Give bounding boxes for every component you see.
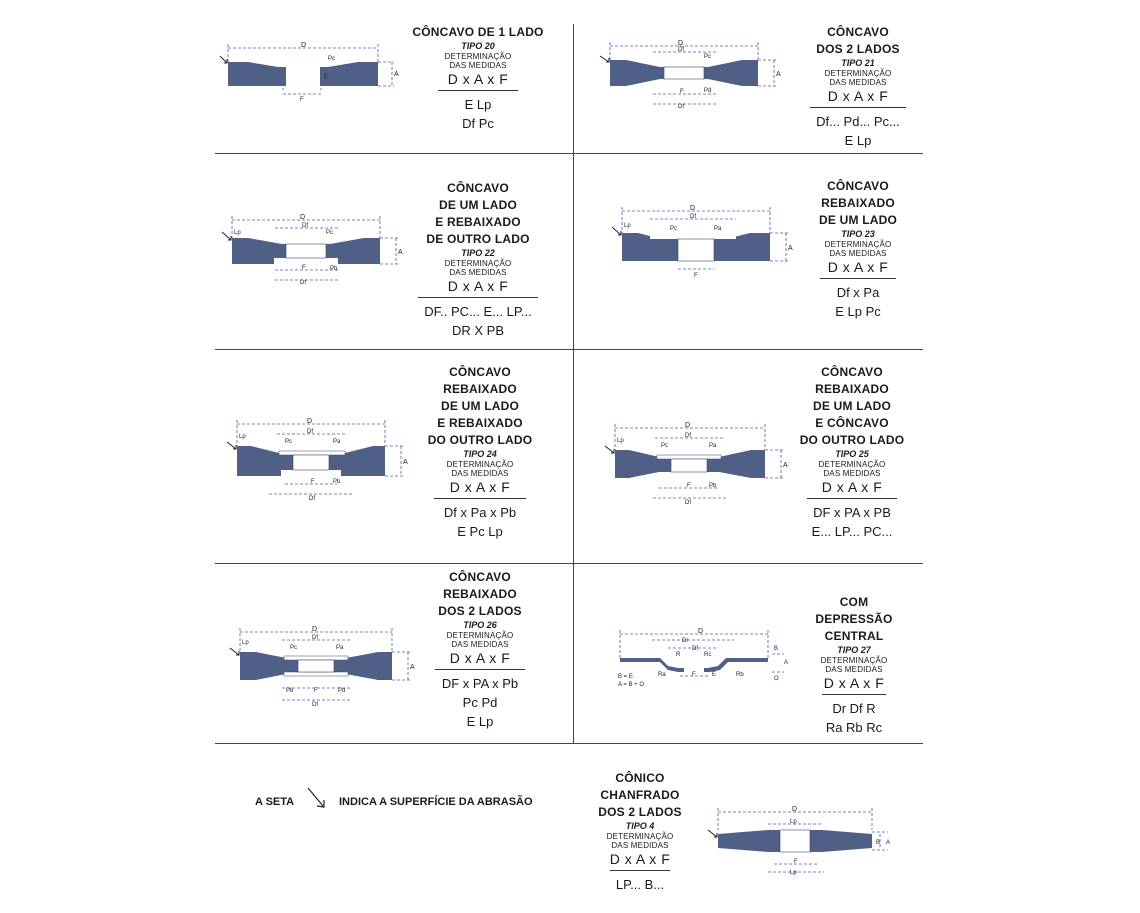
svg-text:F: F	[694, 273, 698, 279]
svg-text:Pc: Pc	[326, 230, 334, 236]
svg-text:Pb: Pb	[333, 479, 341, 485]
svg-text:Df: Df	[690, 214, 696, 220]
tipo-26-title: CÔNCAVO REBAIXADO DOS 2 LADOS	[438, 570, 522, 618]
row-divider-4	[215, 743, 923, 744]
dim-label-pc: Pc	[328, 56, 336, 62]
svg-text:D: D	[300, 214, 306, 221]
legend-before: A SETA	[255, 796, 295, 808]
svg-text:Lp: Lp	[617, 438, 624, 444]
svg-text:Df: Df	[307, 429, 313, 435]
tipo-24-text: CÔNCAVO REBAIXADO DE UM LADO E REBAIXADO DO OUTRO LADO TIPO 24 DETERMINAÇÃO DAS MEDIDAS D x A x F Df x Pa x Pb E Pc Lp	[420, 364, 540, 541]
abrasion-arrow-icon	[306, 786, 328, 812]
svg-text:D: D	[698, 628, 704, 635]
svg-text:Df: Df	[300, 280, 306, 286]
svg-text:Pa: Pa	[709, 443, 717, 449]
svg-text:Pa: Pa	[336, 645, 344, 651]
tipo-20-label: TIPO 20	[461, 41, 495, 51]
svg-text:F: F	[692, 672, 696, 678]
tipo-23-formula: D x A x F	[827, 259, 889, 275]
svg-text:B: B	[876, 840, 881, 846]
svg-text:F: F	[680, 89, 684, 95]
tipo-21-formula: D x A x F	[827, 88, 889, 104]
svg-text:Pb: Pb	[286, 688, 294, 694]
svg-text:Df: Df	[685, 500, 691, 506]
svg-text:Lp: Lp	[234, 230, 241, 236]
svg-text:A: A	[410, 664, 415, 671]
svg-text:Df: Df	[312, 635, 318, 641]
tipo-4-text: CÔNICO CHANFRADO DOS 2 LADOS TIPO 4 DETERMINAÇÃO DAS MEDIDAS D x A x F LP... B...	[590, 770, 690, 894]
tipo-20-formula: D x A x F	[447, 71, 509, 87]
svg-text:A: A	[886, 840, 891, 846]
svg-text:D: D	[678, 40, 684, 47]
tipo-20-extra-1: E Lp	[464, 97, 492, 112]
svg-text:D: D	[792, 806, 798, 813]
svg-text:Df: Df	[678, 47, 684, 53]
svg-text:Df: Df	[678, 104, 684, 110]
row-divider-2	[215, 349, 923, 350]
svg-text:Pd: Pd	[338, 688, 346, 694]
tipo-25-text: CÔNCAVO REBAIXADO DE UM LADO E CÔNCAVO DO OUTRO LADO TIPO 25 DETERMINAÇÃO DAS MEDIDAS D x A x F DF x PA x PB E... LP... PC...	[788, 364, 916, 541]
tipo-20-text	[400, 24, 556, 133]
svg-text:F: F	[302, 265, 306, 271]
svg-text:B: B	[774, 646, 779, 652]
svg-text:Lp: Lp	[790, 870, 797, 876]
svg-text:D: D	[690, 205, 696, 212]
svg-text:Df: Df	[302, 223, 308, 229]
svg-text:Pb: Pb	[709, 483, 717, 489]
row-divider-1	[215, 153, 923, 154]
dim-label-f: F	[300, 97, 304, 103]
svg-text:Df: Df	[309, 496, 315, 502]
svg-text:D: D	[307, 418, 313, 425]
tipo-20-extra-2: Df Pc	[462, 116, 494, 131]
tipo-20-determinacao: DETERMINAÇÃO DAS MEDIDAS	[444, 52, 512, 70]
svg-text:D: D	[685, 422, 691, 429]
svg-text:Pc: Pc	[290, 645, 298, 651]
tipo-24-formula: D x A x F	[449, 479, 511, 495]
tipo-21-title: CÔNCAVO DOS 2 LADOS	[816, 25, 900, 56]
dim-label-d: D	[301, 42, 307, 49]
svg-text:Lp: Lp	[790, 819, 797, 825]
svg-text:Pc: Pc	[661, 443, 669, 449]
tipo-4-formula: D x A x F	[609, 851, 671, 867]
tipo-25-formula: D x A x F	[821, 479, 883, 495]
svg-text:Lp: Lp	[239, 434, 246, 440]
note-a-equals-b-plus-o: A = B + O	[618, 682, 645, 688]
svg-text:D: D	[312, 626, 318, 633]
svg-text:A: A	[788, 245, 793, 252]
svg-text:Dr: Dr	[682, 638, 689, 644]
row-divider-3	[215, 563, 923, 564]
svg-text:Pc: Pc	[704, 54, 712, 60]
tipo-27-formula: D x A x F	[823, 675, 885, 691]
svg-text:F: F	[311, 479, 315, 485]
tipo-22-title: CÔNCAVO DE UM LADO E REBAIXADO DE OUTRO LADO	[426, 181, 530, 246]
svg-text:F: F	[794, 859, 798, 865]
tipo-20-diagram	[218, 38, 403, 110]
svg-text:A: A	[784, 660, 789, 666]
legend-after: INDICA A SUPERFÍCIE DA ABRASÃO	[339, 796, 533, 808]
tipo-23-text: CÔNCAVO REBAIXADO DE UM LADO TIPO 23 DETERMINAÇÃO DAS MEDIDAS D x A x F Df x Pa E Lp Pc	[788, 178, 928, 321]
note-b-equals-e: B = E	[618, 674, 633, 680]
svg-text:Pc: Pc	[670, 226, 678, 232]
svg-text:Lp: Lp	[242, 640, 249, 646]
tipo-23-title: CÔNCAVO REBAIXADO DE UM LADO	[819, 179, 897, 227]
tipo-24-diagram	[225, 416, 415, 502]
tipo-26-formula: D x A x F	[449, 650, 511, 666]
tipo-27-text: COM DEPRESSÃO CENTRAL TIPO 27 DETERMINAÇÃO DAS MEDIDAS D x A x F Dr Df R Ra Rb Rc	[798, 594, 910, 737]
svg-text:Rc: Rc	[704, 652, 712, 658]
tipo-26-text: CÔNCAVO REBAIXADO DOS 2 LADOS TIPO 26 DETERMINAÇÃO DAS MEDIDAS D x A x F DF x PA x Pb Pc Pd E Lp	[420, 569, 540, 731]
tipo-22-formula: D x A x F	[447, 278, 509, 294]
tipo-24-title: CÔNCAVO REBAIXADO DE UM LADO E REBAIXADO DO OUTRO LADO	[427, 365, 533, 447]
tipo-4-title: CÔNICO CHANFRADO DOS 2 LADOS	[598, 771, 682, 819]
tipo-23-diagram	[610, 205, 800, 285]
svg-text:Pa: Pa	[714, 226, 722, 232]
dim-label-e: E	[324, 74, 329, 80]
svg-text:Rb: Rb	[736, 672, 744, 678]
tipo-21-diagram	[598, 36, 788, 114]
svg-text:Ra: Ra	[658, 672, 666, 678]
svg-text:E: E	[712, 672, 717, 678]
dim-label-a: A	[394, 71, 399, 78]
tipo-21-text: CÔNCAVO DOS 2 LADOS TIPO 21 DETERMINAÇÃO DAS MEDIDAS D x A x F Df... Pd... Pc... E Lp	[778, 24, 938, 150]
column-divider	[573, 24, 574, 744]
svg-text:Pb: Pb	[330, 266, 338, 272]
svg-text:A: A	[783, 462, 788, 469]
svg-text:A: A	[776, 71, 781, 78]
svg-text:Df: Df	[312, 702, 318, 708]
svg-text:A: A	[403, 459, 408, 466]
tipo-25-diagram	[603, 420, 798, 508]
tipo-20-title: CÔNCAVO DE 1 LADO	[412, 25, 544, 39]
tipo-26-diagram	[228, 624, 428, 710]
tipo-22-diagram	[220, 210, 410, 290]
tipo-22-text: CÔNCAVO DE UM LADO E REBAIXADO DE OUTRO LADO TIPO 22 DETERMINAÇÃO DAS MEDIDAS D x A x F DF.. PC... E... LP... DR X PB	[412, 180, 544, 340]
tipo-25-title: CÔNCAVO REBAIXADO DE UM LADO E CÔNCAVO DO OUTRO LADO	[799, 365, 905, 447]
tipo-27-diagram	[612, 628, 802, 692]
svg-text:Lp: Lp	[624, 223, 631, 229]
tipo-4-diagram	[704, 802, 894, 878]
svg-text:Pa: Pa	[333, 439, 341, 445]
svg-text:Df: Df	[685, 433, 691, 439]
svg-text:O: O	[774, 676, 779, 682]
svg-text:Df: Df	[692, 646, 698, 652]
svg-text:R: R	[676, 652, 681, 658]
svg-text:A: A	[398, 249, 403, 256]
svg-text:F: F	[314, 688, 318, 694]
svg-text:Pc: Pc	[285, 439, 293, 445]
svg-text:F: F	[687, 483, 691, 489]
tipo-27-title: COM DEPRESSÃO CENTRAL	[815, 595, 893, 643]
svg-text:Pd: Pd	[704, 88, 712, 94]
